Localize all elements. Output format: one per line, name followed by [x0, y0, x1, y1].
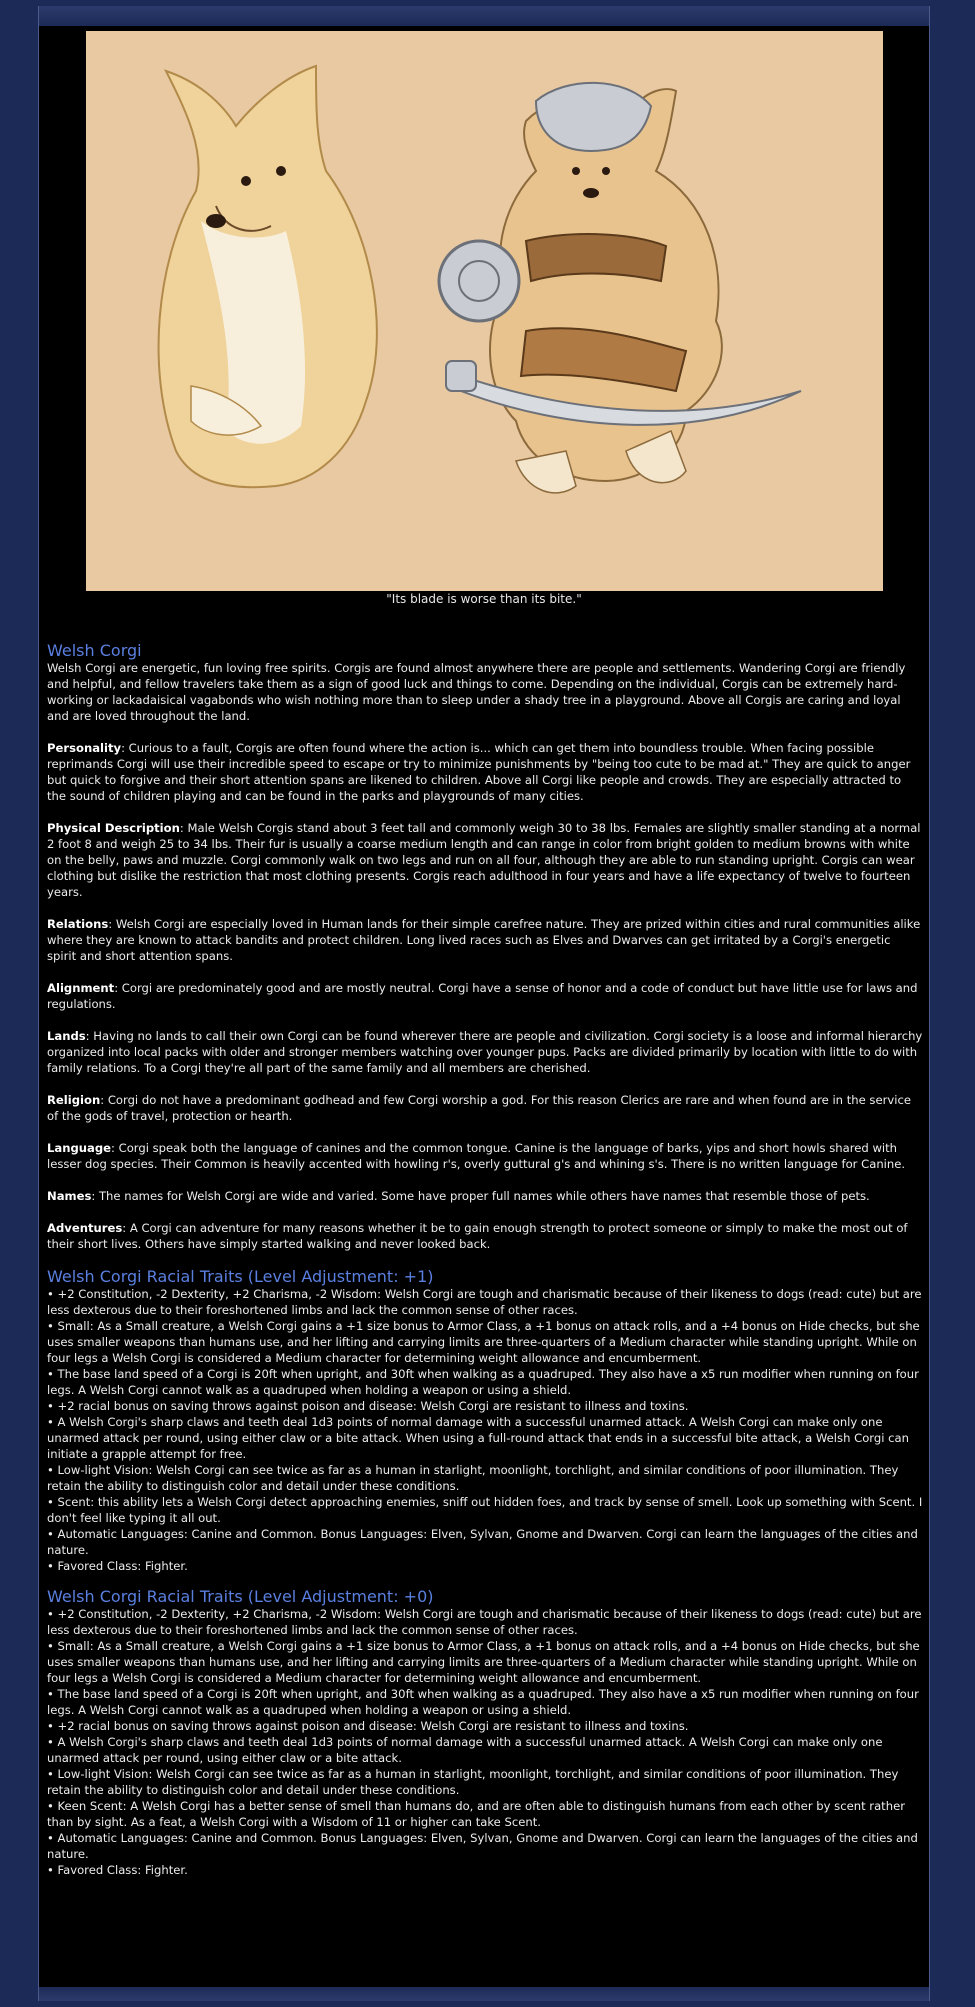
alignment-text: : Corgi are predominately good and are mostly neutral. Corgi have a sense of honor and a code of conduct but have little use for laws and regulations.	[47, 981, 918, 1011]
list-item: • Automatic Languages: Canine and Common. Bonus Languages: Elven, Sylvan, Gnome and Dwarven. Corgi can learn the languages of the cities and nature.	[47, 1527, 918, 1557]
section-title-welsh-corgi: Welsh Corgi	[47, 641, 142, 660]
list-item: • +2 racial bonus on saving throws against poison and disease: Welsh Corgi are resistant to illness and toxins.	[47, 1399, 689, 1413]
corgi-illustration	[86, 31, 883, 591]
list-item: • A Welsh Corgi's sharp claws and teeth deal 1d3 points of normal damage with a successful unarmed attack. A Welsh Corgi can make only one unarmed attack per round, using either claw or a bite attack.	[47, 1735, 883, 1765]
list-item: • +2 Constitution, -2 Dexterity, +2 Charisma, -2 Wisdom: Welsh Corgi are tough and charismatic because of their likeness to dogs (read: cute) but are less dexterous due to their foreshortened limbs and lack the common sense of other races.	[47, 1287, 922, 1317]
lands-paragraph	[47, 1028, 923, 1076]
page-frame	[38, 6, 930, 2001]
religion-label: Religion	[47, 1093, 101, 1107]
article-content	[47, 642, 923, 1892]
list-item: • Keen Scent: A Welsh Corgi has a better sense of smell than humans do, and are often able to distinguish humans from each other by scent rather than by sight. As a feat, a Welsh Corgi with a Wisdom of 11 or higher can take Scent.	[47, 1799, 905, 1829]
relations-text: : Welsh Corgi are especially loved in Human lands for their simple carefree nature. They are prized within cities and rural communities alike where they are known to attack bandits and protect children. Long lived races such as Elves and Dwarves can get irritated by a Corgi's energetic spirit and short attention spans.	[47, 917, 921, 963]
image-caption: "Its blade is worse than its bite."	[386, 592, 582, 606]
language-label: Language	[47, 1141, 112, 1155]
physical-description-paragraph	[47, 820, 923, 900]
language-text: : Corgi speak both the language of canines and the common tongue. Canine is the language of barks, yips and short howls shared with lesser dog species. Their Common is heavily accented with howling r's, overly guttural g's and whining s's. There is no written language for Canine.	[47, 1141, 906, 1171]
top-bar	[39, 6, 929, 26]
racial-traits-plus1-list	[47, 1286, 923, 1574]
physical-description-text: : Male Welsh Corgis stand about 3 feet tall and commonly weigh 30 to 38 lbs. Females are slightly smaller standing at a normal 2 foot 8 and weigh 25 to 34 lbs. Their fur is usually a coarse medium length and can range in color from bright golden to medium browns with white on the belly, paws and muzzle. Corgi commonly walk on two legs and run on all four, although they are able to run standing upright. Corgis can wear clothing but dislike the restriction that most clothing presents. Corgis reach adulthood in four years and have a life expectancy of twelve to fourteen years.	[47, 821, 921, 899]
alignment-paragraph	[47, 980, 923, 1012]
list-item: • Favored Class: Fighter.	[47, 1559, 188, 1573]
list-item: • Small: As a Small creature, a Welsh Corgi gains a +1 size bonus to Armor Class, a +1 bonus on attack rolls, and a +4 bonus on Hide checks, but she uses smaller weapons than humans use, and her lifting and carrying limits are three-quarters of a Medium character while standing upright. While on four legs a Welsh Corgi is considered a Medium character for determining weight allowance and encumberment.	[47, 1639, 920, 1685]
personality-paragraph	[47, 740, 923, 804]
intro-paragraph: Welsh Corgi are energetic, fun loving free spirits. Corgis are found almost anywhere there are people and settlements. Wandering Corgi are friendly and helpful, and fellow travelers take them as a sign of good luck and things to come. Depending on the individual, Corgis can be extremely hard-working or lackadaisical vagabonds who wish nothing more than to sleep under a shady tree in a playground. Above all Corgis are caring and loyal and are loved throughout the land.	[47, 661, 906, 723]
list-item: • +2 racial bonus on saving throws against poison and disease: Welsh Corgi are resistant to illness and toxins.	[47, 1719, 689, 1733]
names-paragraph	[47, 1188, 923, 1204]
personality-label: Personality	[47, 741, 122, 755]
racial-traits-plus0-list	[47, 1606, 923, 1878]
alignment-label: Alignment	[47, 981, 115, 995]
religion-paragraph	[47, 1092, 923, 1124]
personality-text: : Curious to a fault, Corgis are often found where the action is... which can get them into boundless trouble. When facing possible reprimands Corgi will use their incredible speed to escape or try to minimize punishments by "being too cute to be mad at." They are quick to anger but quick to forgive and their short attention spans are likened to children. Above all Corgi like people and crowds. They are especially attracted to the sound of children playing and can be found in the parks and playgrounds of many cities.	[47, 741, 911, 803]
lands-text: : Having no lands to call their own Corgi can be found wherever there are people and civilization. Corgi society is a loose and informal hierarchy organized into local packs with older and stronger members watching over younger pups. Packs are divided primarily by location with little to do with family relations. To a Corgi they're all part of the same family and all members are cherished.	[47, 1029, 923, 1075]
bottom-bar	[39, 1987, 929, 2001]
names-label: Names	[47, 1189, 92, 1203]
lands-label: Lands	[47, 1029, 86, 1043]
list-item: • Low-light Vision: Welsh Corgi can see twice as far as a human in starlight, moonlight, torchlight, and similar conditions of poor illumination. They retain the ability to distinguish color and detail under these conditions.	[47, 1463, 899, 1493]
section-title-racial-traits-plus1: Welsh Corgi Racial Traits (Level Adjustment: +1)	[47, 1267, 434, 1286]
physical-description-label: Physical Description	[47, 821, 180, 835]
list-item: • +2 Constitution, -2 Dexterity, +2 Charisma, -2 Wisdom: Welsh Corgi are tough and charismatic because of their likeness to dogs (read: cute) but are less dexterous due to their foreshortened limbs and lack the common sense of other races.	[47, 1607, 922, 1637]
section-title-racial-traits-plus0: Welsh Corgi Racial Traits (Level Adjustment: +0)	[47, 1587, 434, 1606]
adventures-label: Adventures	[47, 1221, 123, 1235]
list-item: • The base land speed of a Corgi is 20ft when upright, and 30ft when walking as a quadruped. They also have a x5 run modifier when running on four legs. A Welsh Corgi cannot walk as a quadruped when holding a weapon or using a shield.	[47, 1367, 919, 1397]
list-item: • Favored Class: Fighter.	[47, 1863, 188, 1877]
names-text: : The names for Welsh Corgi are wide and varied. Some have proper full names while others have names that resemble those of pets.	[91, 1189, 870, 1203]
list-item: • Automatic Languages: Canine and Common. Bonus Languages: Elven, Sylvan, Gnome and Dwarven. Corgi can learn the languages of the cities and nature.	[47, 1831, 918, 1861]
relations-label: Relations	[47, 917, 109, 931]
language-paragraph	[47, 1140, 923, 1172]
list-item: • The base land speed of a Corgi is 20ft when upright, and 30ft when walking as a quadruped. They also have a x5 run modifier when running on four legs. A Welsh Corgi cannot walk as a quadruped when holding a weapon or using a shield.	[47, 1687, 919, 1717]
list-item: • Low-light Vision: Welsh Corgi can see twice as far as a human in starlight, moonlight, torchlight, and similar conditions of poor illumination. They retain the ability to distinguish color and detail under these conditions.	[47, 1767, 899, 1797]
religion-text: : Corgi do not have a predominant godhead and few Corgi worship a god. For this reason Clerics are rare and when found are in the service of the gods of travel, protection or hearth.	[47, 1093, 911, 1123]
relations-paragraph	[47, 916, 923, 964]
list-item: • Small: As a Small creature, a Welsh Corgi gains a +1 size bonus to Armor Class, a +1 bonus on attack rolls, and a +4 bonus on Hide checks, but she uses smaller weapons than humans use, and her lifting and carrying limits are three-quarters of a Medium character while standing upright. While on four legs a Welsh Corgi is considered a Medium character for determining weight allowance and encumberment.	[47, 1319, 920, 1365]
list-item: • A Welsh Corgi's sharp claws and teeth deal 1d3 points of normal damage with a successful unarmed attack. A Welsh Corgi can make only one unarmed attack per round, using either claw or a bite attack. When using a full-round attack that ends in a successful bite attack, a Welsh Corgi can initiate a grapple attempt for free.	[47, 1415, 909, 1461]
corgi-artwork	[86, 31, 883, 591]
list-item: • Scent: this ability lets a Welsh Corgi detect approaching enemies, sniff out hidden foes, and track by sense of smell. Look up something with Scent. I don't feel like typing it all out.	[47, 1495, 923, 1525]
adventures-paragraph	[47, 1220, 923, 1252]
adventures-text: : A Corgi can adventure for many reasons whether it be to gain enough strength to protect someone or simply to make the most out of their short lives. Others have simply started walking and never looked back.	[47, 1221, 908, 1251]
